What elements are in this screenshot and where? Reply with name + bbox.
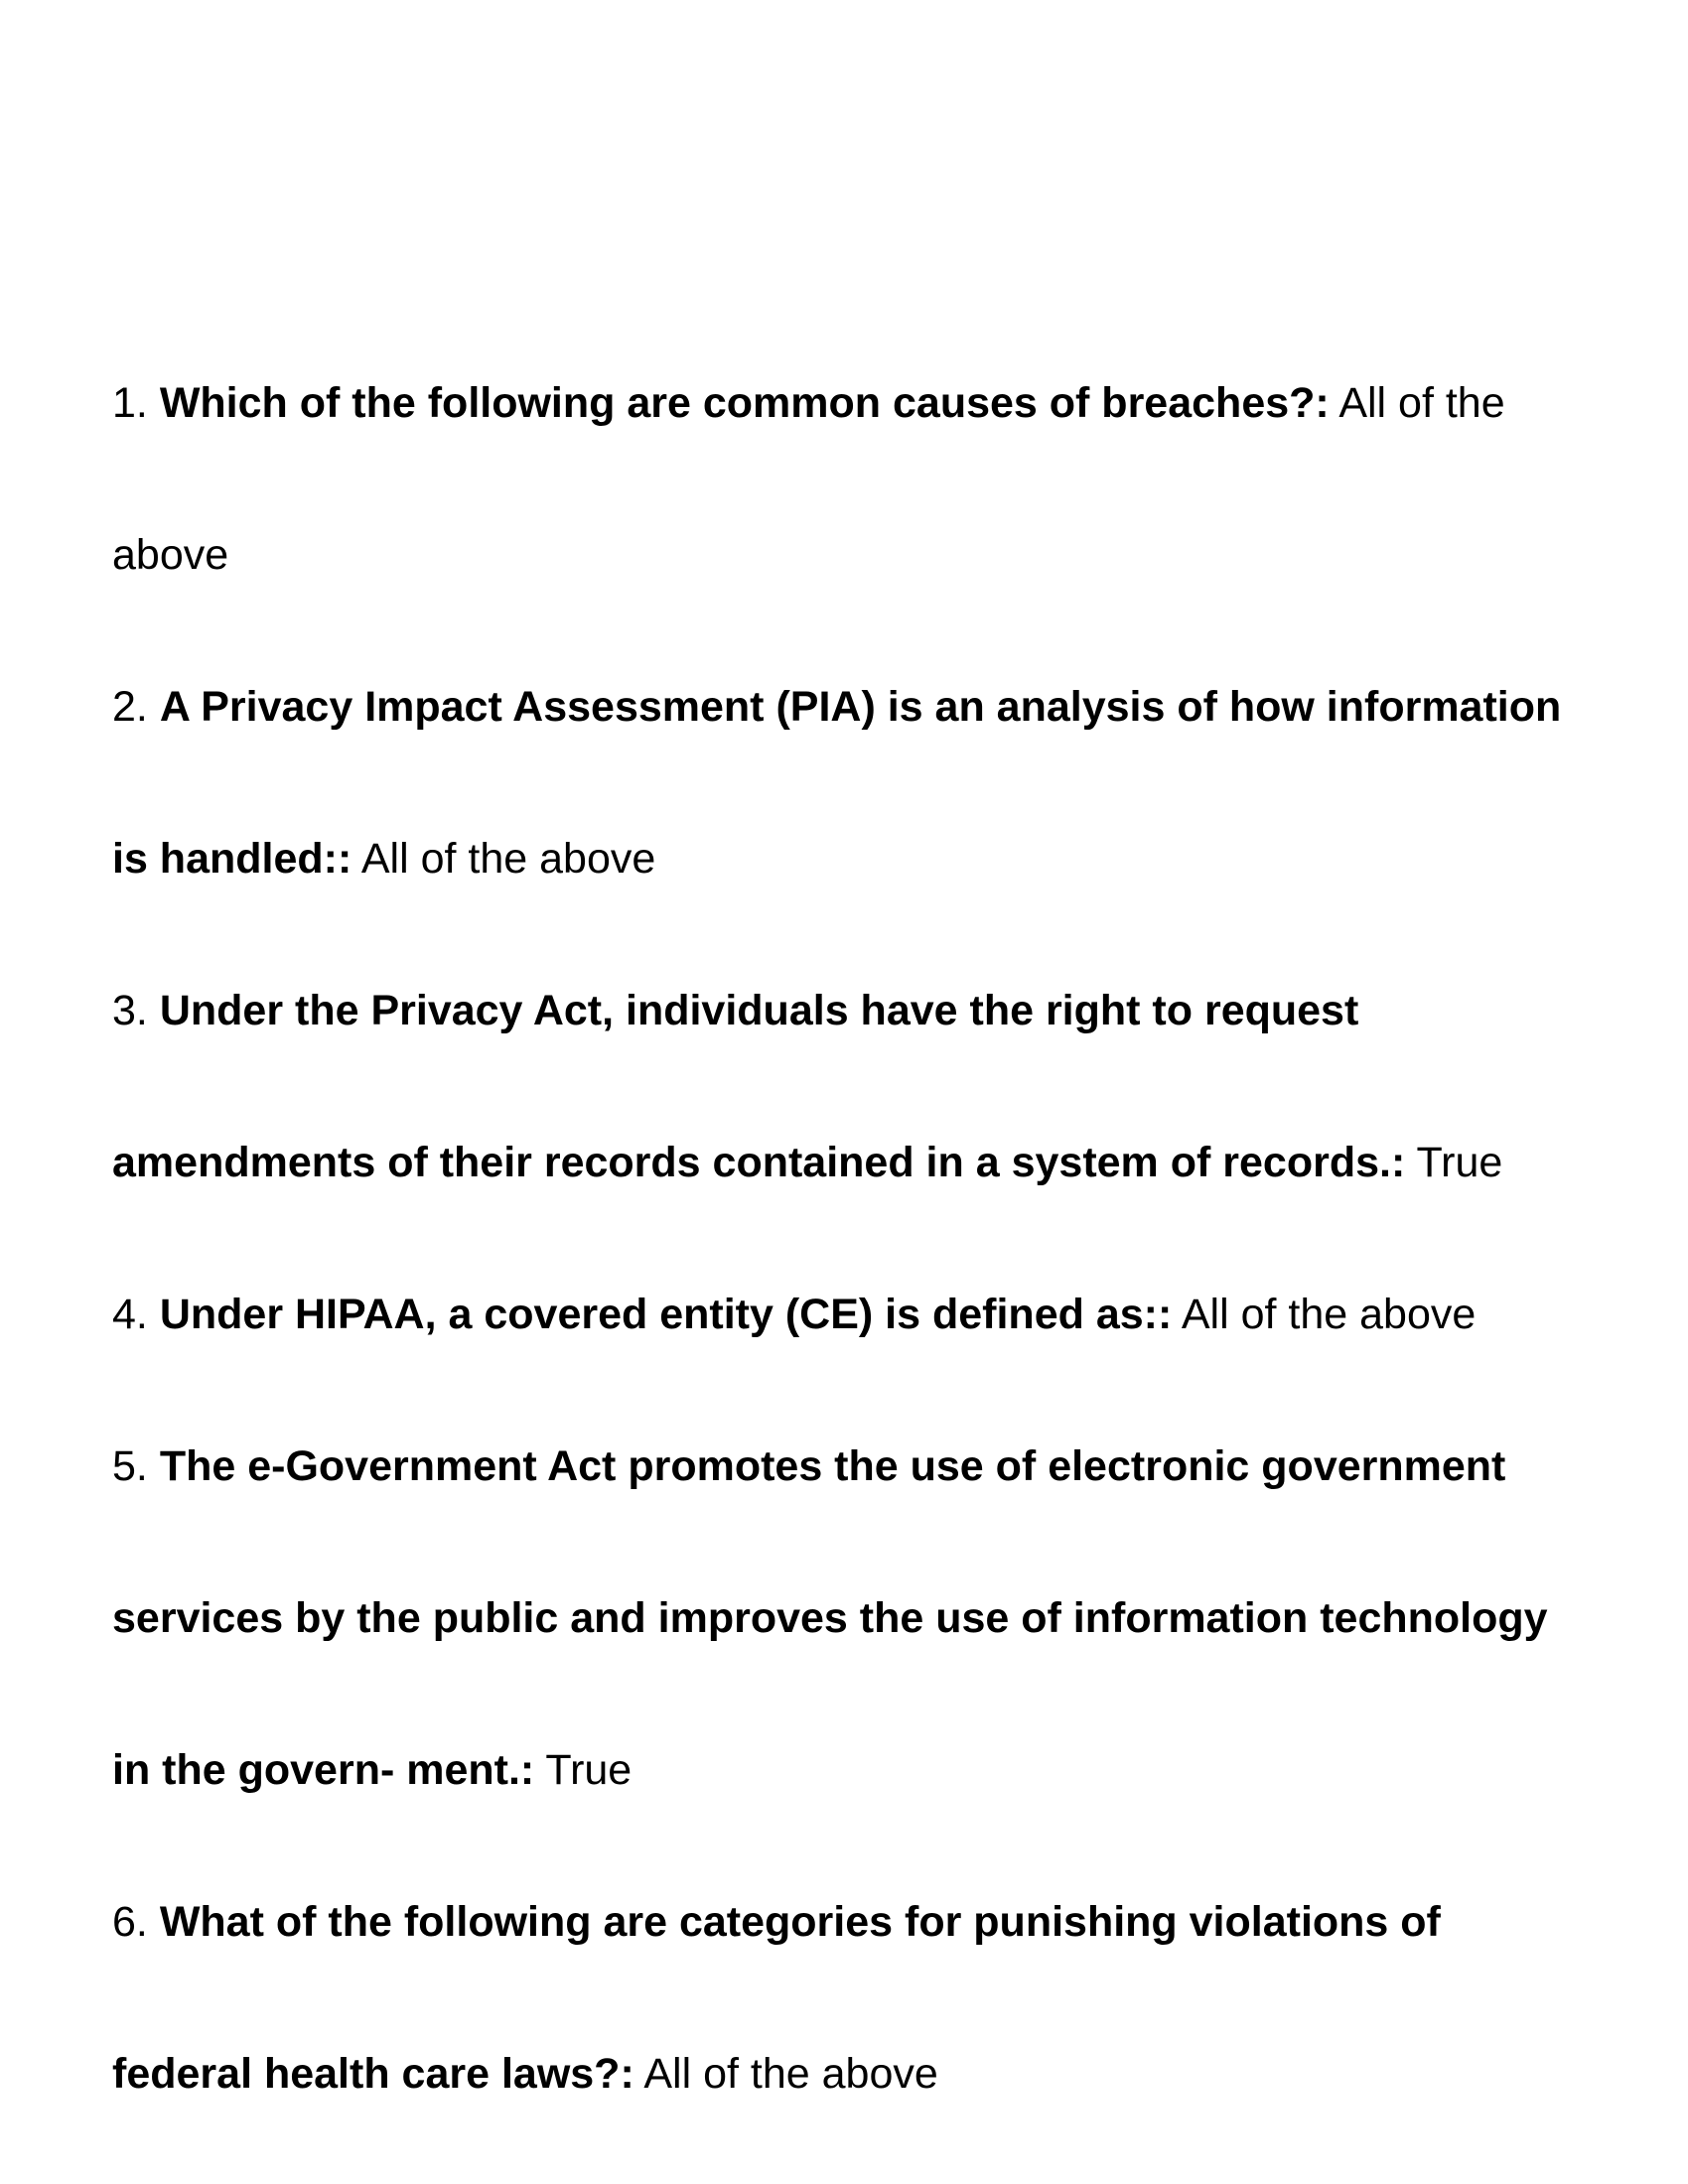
question-number: 2. <box>112 683 148 731</box>
question-text: A Privacy Impact Assessment (PIA) is an analysis of how information is handled:: <box>112 683 1562 883</box>
question-item-6 <box>112 1846 1562 2150</box>
answer-text: True <box>1416 1139 1503 1186</box>
question-list <box>112 328 1562 2150</box>
question-text: Under HIPAA, a covered entity (CE) is defined as:: <box>159 1291 1173 1338</box>
question-number: 5. <box>112 1442 148 1490</box>
question-item-5 <box>112 1391 1562 1846</box>
question-item-2 <box>112 631 1562 935</box>
question-item-4 <box>112 1239 1562 1391</box>
answer-text: All of the above <box>1181 1291 1477 1338</box>
question-number: 6. <box>112 1898 148 1946</box>
answer-text: All of the above <box>360 835 656 883</box>
question-number: 4. <box>112 1291 148 1338</box>
answer-text: True <box>545 1746 633 1794</box>
question-item-3 <box>112 935 1562 1239</box>
question-text: Under the Privacy Act, individuals have the right to request amendments of their records contained in a system of records.: <box>112 987 1406 1186</box>
question-text: Which of the following are common causes of breaches?: <box>159 379 1330 427</box>
answer-text: All of the above <box>112 379 1505 579</box>
question-text: The e-Government Act promotes the use of electronic government services by the public and improves the use of information technology in the govern- ment.: <box>112 1442 1548 1794</box>
question-text: What of the following are categories for punishing violations of federal health care laws?: <box>112 1898 1441 2098</box>
question-number: 3. <box>112 987 148 1034</box>
answer-text: All of the above <box>643 2050 938 2098</box>
question-item-1 <box>112 328 1562 631</box>
question-number: 1. <box>112 379 148 427</box>
